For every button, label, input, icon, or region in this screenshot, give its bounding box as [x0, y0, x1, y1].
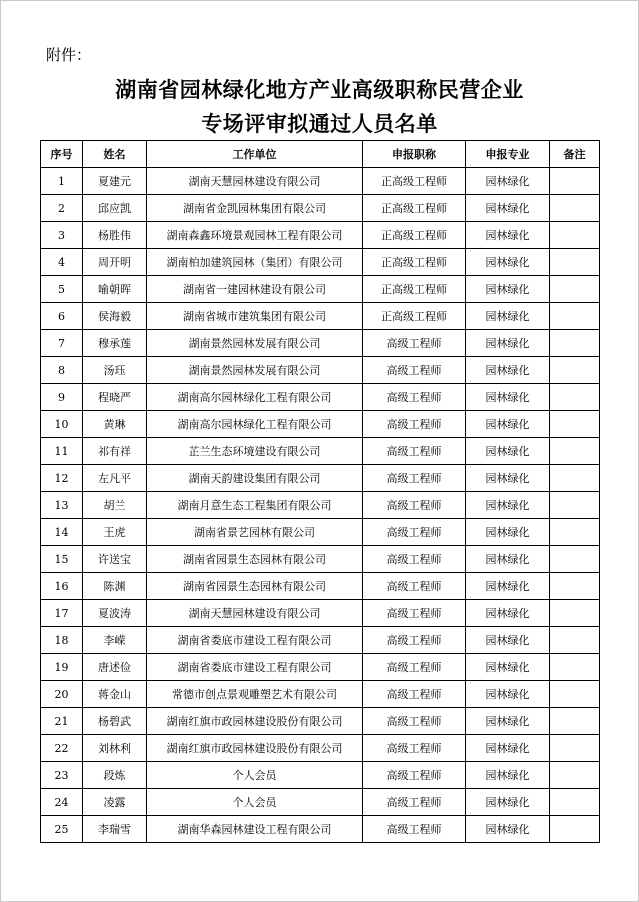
cell-name: 李瑞雪 [83, 816, 147, 843]
cell-major: 园林绿化 [466, 492, 550, 519]
cell-unit: 湖南省城市建筑集团有限公司 [147, 303, 363, 330]
cell-note [550, 654, 600, 681]
cell-no: 22 [41, 735, 83, 762]
cell-major: 园林绿化 [466, 546, 550, 573]
cell-name: 祁有祥 [83, 438, 147, 465]
cell-unit: 湖南省一建园林建设有限公司 [147, 276, 363, 303]
cell-note [550, 411, 600, 438]
cell-unit: 湖南省金凯园林集团有限公司 [147, 195, 363, 222]
header-note: 备注 [550, 141, 600, 168]
cell-title: 正高级工程师 [363, 303, 466, 330]
header-title: 申报职称 [363, 141, 466, 168]
cell-unit: 湖南天慧园林建设有限公司 [147, 168, 363, 195]
cell-no: 4 [41, 249, 83, 276]
cell-unit: 常德市创点景观雕塑艺术有限公司 [147, 681, 363, 708]
cell-note [550, 384, 600, 411]
table-row [41, 681, 600, 708]
cell-no: 24 [41, 789, 83, 816]
cell-no: 6 [41, 303, 83, 330]
cell-name: 蒋金山 [83, 681, 147, 708]
cell-note [550, 519, 600, 546]
cell-name: 汤珏 [83, 357, 147, 384]
cell-unit: 湖南省园景生态园林有限公司 [147, 573, 363, 600]
cell-major: 园林绿化 [466, 222, 550, 249]
cell-note [550, 789, 600, 816]
cell-title: 高级工程师 [363, 708, 466, 735]
cell-unit: 个人会员 [147, 762, 363, 789]
document-title-line2: 专场评审拟通过人员名单 [201, 112, 438, 136]
cell-major: 园林绿化 [466, 303, 550, 330]
cell-title: 高级工程师 [363, 438, 466, 465]
cell-no: 8 [41, 357, 83, 384]
cell-major: 园林绿化 [466, 519, 550, 546]
table-row [41, 195, 600, 222]
cell-name: 许送宝 [83, 546, 147, 573]
cell-name: 邱应凯 [83, 195, 147, 222]
cell-name: 凌露 [83, 789, 147, 816]
table-row [41, 735, 600, 762]
cell-name: 杨碧武 [83, 708, 147, 735]
cell-title: 高级工程师 [363, 519, 466, 546]
cell-no: 16 [41, 573, 83, 600]
table-row [41, 654, 600, 681]
cell-note [550, 627, 600, 654]
cell-major: 园林绿化 [466, 384, 550, 411]
cell-note [550, 222, 600, 249]
cell-note [550, 195, 600, 222]
cell-unit: 湖南高尔园林绿化工程有限公司 [147, 411, 363, 438]
cell-major: 园林绿化 [466, 627, 550, 654]
cell-unit: 芷兰生态环境建设有限公司 [147, 438, 363, 465]
cell-name: 李嵘 [83, 627, 147, 654]
cell-title: 高级工程师 [363, 816, 466, 843]
table-row [41, 222, 600, 249]
table-row [41, 600, 600, 627]
cell-major: 园林绿化 [466, 816, 550, 843]
cell-name: 喻朝晖 [83, 276, 147, 303]
cell-name: 杨胜伟 [83, 222, 147, 249]
cell-no: 21 [41, 708, 83, 735]
cell-major: 园林绿化 [466, 681, 550, 708]
cell-name: 侯海毅 [83, 303, 147, 330]
cell-note [550, 492, 600, 519]
cell-title: 高级工程师 [363, 600, 466, 627]
table-row [41, 492, 600, 519]
cell-major: 园林绿化 [466, 195, 550, 222]
cell-note [550, 600, 600, 627]
cell-unit: 湖南省园景生态园林有限公司 [147, 546, 363, 573]
cell-title: 高级工程师 [363, 357, 466, 384]
table-header-row [41, 141, 600, 168]
cell-name: 夏建元 [83, 168, 147, 195]
cell-note [550, 438, 600, 465]
cell-note [550, 330, 600, 357]
cell-note [550, 357, 600, 384]
cell-note [550, 546, 600, 573]
cell-note [550, 168, 600, 195]
cell-major: 园林绿化 [466, 600, 550, 627]
cell-title: 高级工程师 [363, 573, 466, 600]
cell-major: 园林绿化 [466, 438, 550, 465]
cell-unit: 湖南柏加建筑园林（集团）有限公司 [147, 249, 363, 276]
header-no: 序号 [41, 141, 83, 168]
cell-unit: 湖南森鑫环境景观园林工程有限公司 [147, 222, 363, 249]
cell-no: 9 [41, 384, 83, 411]
cell-note [550, 708, 600, 735]
cell-name: 王虎 [83, 519, 147, 546]
table-row [41, 357, 600, 384]
table-row [41, 627, 600, 654]
table-row [41, 384, 600, 411]
cell-unit: 湖南省景艺园林有限公司 [147, 519, 363, 546]
cell-no: 19 [41, 654, 83, 681]
cell-note [550, 816, 600, 843]
document-title-line1: 湖南省园林绿化地方产业高级职称民营企业 [115, 78, 524, 102]
attachment-label: 附件： [46, 46, 92, 64]
cell-title: 高级工程师 [363, 681, 466, 708]
cell-name: 胡兰 [83, 492, 147, 519]
cell-no: 25 [41, 816, 83, 843]
table-row [41, 546, 600, 573]
cell-title: 高级工程师 [363, 492, 466, 519]
cell-title: 高级工程师 [363, 735, 466, 762]
cell-unit: 个人会员 [147, 789, 363, 816]
cell-title: 高级工程师 [363, 330, 466, 357]
cell-unit: 湖南天慧园林建设有限公司 [147, 600, 363, 627]
table-row [41, 330, 600, 357]
cell-name: 陈渊 [83, 573, 147, 600]
table-row [41, 762, 600, 789]
cell-unit: 湖南华森园林建设工程有限公司 [147, 816, 363, 843]
cell-no: 14 [41, 519, 83, 546]
cell-major: 园林绿化 [466, 789, 550, 816]
cell-unit: 湖南景然园林发展有限公司 [147, 330, 363, 357]
table-row [41, 168, 600, 195]
cell-major: 园林绿化 [466, 735, 550, 762]
cell-no: 17 [41, 600, 83, 627]
cell-note [550, 573, 600, 600]
cell-unit: 湖南景然园林发展有限公司 [147, 357, 363, 384]
cell-note [550, 735, 600, 762]
table-row [41, 573, 600, 600]
header-unit: 工作单位 [147, 141, 363, 168]
cell-no: 2 [41, 195, 83, 222]
cell-no: 10 [41, 411, 83, 438]
cell-unit: 湖南省娄底市建设工程有限公司 [147, 654, 363, 681]
header-major: 申报专业 [466, 141, 550, 168]
cell-no: 12 [41, 465, 83, 492]
cell-major: 园林绿化 [466, 168, 550, 195]
cell-no: 15 [41, 546, 83, 573]
table-body [41, 168, 600, 843]
cell-title: 高级工程师 [363, 762, 466, 789]
cell-note [550, 276, 600, 303]
cell-name: 程晓严 [83, 384, 147, 411]
cell-major: 园林绿化 [466, 276, 550, 303]
cell-unit: 湖南月意生态工程集团有限公司 [147, 492, 363, 519]
cell-no: 5 [41, 276, 83, 303]
cell-major: 园林绿化 [466, 330, 550, 357]
cell-name: 唐述俭 [83, 654, 147, 681]
table-row [41, 708, 600, 735]
cell-no: 7 [41, 330, 83, 357]
cell-major: 园林绿化 [466, 249, 550, 276]
table-row [41, 276, 600, 303]
cell-major: 园林绿化 [466, 357, 550, 384]
cell-no: 20 [41, 681, 83, 708]
cell-note [550, 762, 600, 789]
cell-no: 18 [41, 627, 83, 654]
cell-major: 园林绿化 [466, 708, 550, 735]
cell-no: 23 [41, 762, 83, 789]
cell-title: 正高级工程师 [363, 249, 466, 276]
table-row [41, 519, 600, 546]
cell-title: 高级工程师 [363, 411, 466, 438]
cell-major: 园林绿化 [466, 465, 550, 492]
cell-title: 正高级工程师 [363, 168, 466, 195]
cell-title: 正高级工程师 [363, 222, 466, 249]
cell-unit: 湖南高尔园林绿化工程有限公司 [147, 384, 363, 411]
cell-title: 高级工程师 [363, 384, 466, 411]
cell-name: 穆承莲 [83, 330, 147, 357]
cell-title: 高级工程师 [363, 546, 466, 573]
cell-title: 正高级工程师 [363, 195, 466, 222]
cell-unit: 湖南省娄底市建设工程有限公司 [147, 627, 363, 654]
cell-major: 园林绿化 [466, 573, 550, 600]
cell-unit: 湖南红旗市政园林建设股份有限公司 [147, 708, 363, 735]
cell-title: 高级工程师 [363, 789, 466, 816]
cell-title: 正高级工程师 [363, 276, 466, 303]
cell-no: 3 [41, 222, 83, 249]
cell-note [550, 249, 600, 276]
cell-unit: 湖南天韵建设集团有限公司 [147, 465, 363, 492]
cell-major: 园林绿化 [466, 762, 550, 789]
cell-note [550, 465, 600, 492]
cell-no: 11 [41, 438, 83, 465]
cell-name: 段炼 [83, 762, 147, 789]
cell-major: 园林绿化 [466, 411, 550, 438]
table-row [41, 816, 600, 843]
cell-unit: 湖南红旗市政园林建设股份有限公司 [147, 735, 363, 762]
candidate-table [40, 140, 600, 843]
table-row [41, 789, 600, 816]
cell-name: 周开明 [83, 249, 147, 276]
table-row [41, 465, 600, 492]
table-row [41, 303, 600, 330]
cell-name: 夏波涛 [83, 600, 147, 627]
cell-name: 黄琳 [83, 411, 147, 438]
cell-title: 高级工程师 [363, 654, 466, 681]
cell-note [550, 303, 600, 330]
header-name: 姓名 [83, 141, 147, 168]
table-row [41, 411, 600, 438]
cell-note [550, 681, 600, 708]
cell-name: 刘林利 [83, 735, 147, 762]
cell-no: 13 [41, 492, 83, 519]
cell-title: 高级工程师 [363, 627, 466, 654]
table-row [41, 249, 600, 276]
cell-no: 1 [41, 168, 83, 195]
cell-name: 左凡平 [83, 465, 147, 492]
table-row [41, 438, 600, 465]
cell-major: 园林绿化 [466, 654, 550, 681]
cell-title: 高级工程师 [363, 465, 466, 492]
